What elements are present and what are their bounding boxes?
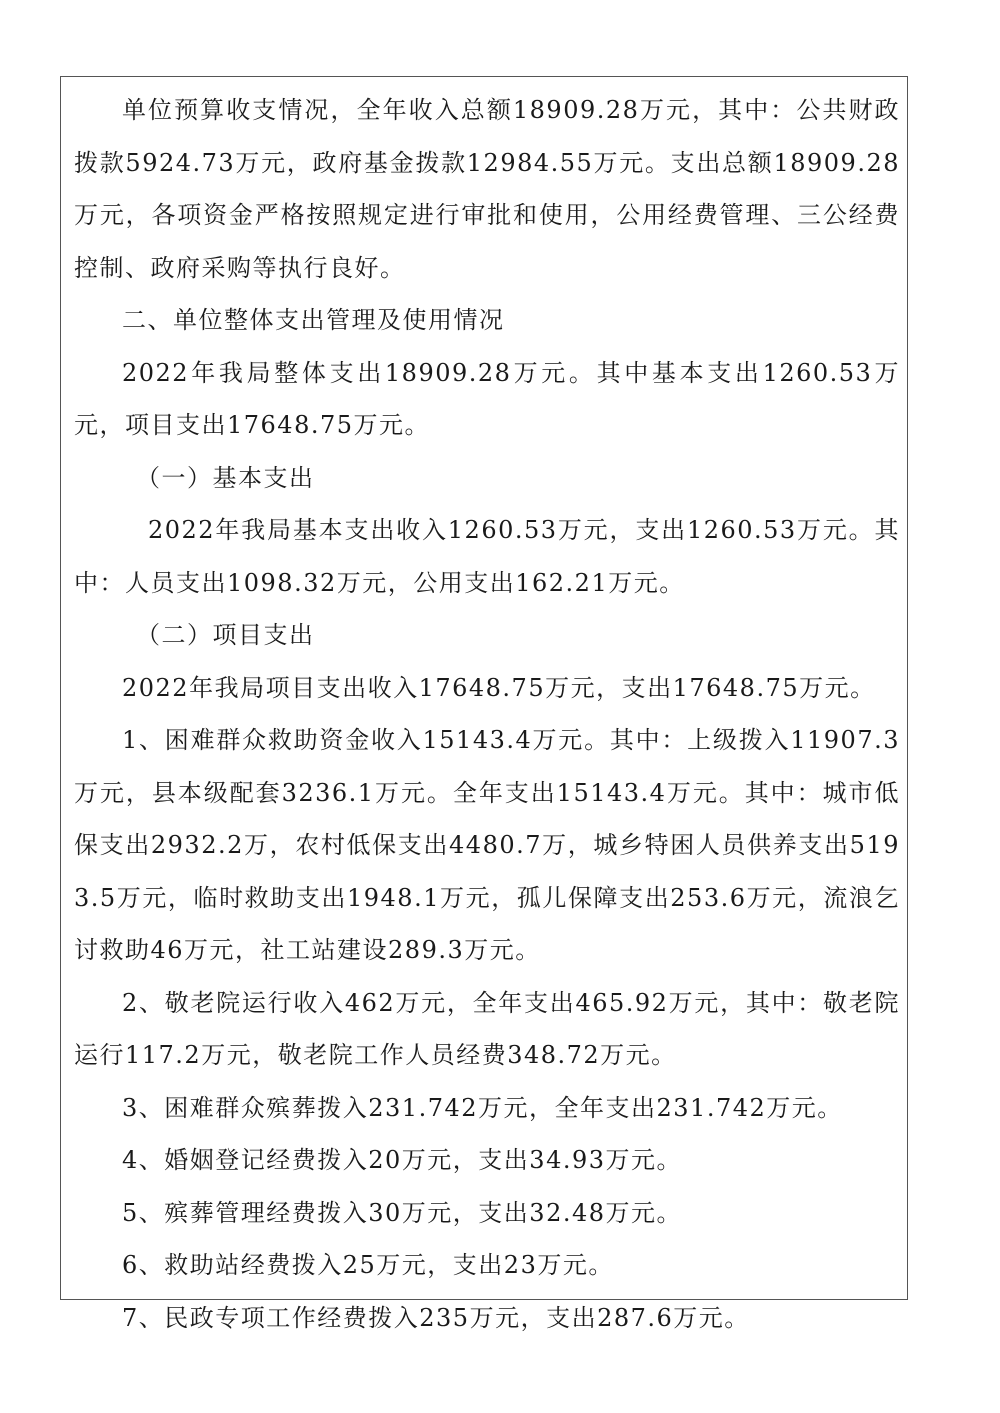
basic-expenditure-paragraph: 2022年我局基本支出收入1260.53万元，支出1260.53万元。其中：人员支出1098.32万元，公用支出162.21万元。 — [74, 516, 900, 597]
document-body — [74, 84, 900, 1344]
list-item-marriage-registration: 4、婚姻登记经费拨入20万元，支出34.93万元。 — [122, 1146, 683, 1174]
section-heading-overall-expenditure: 二、单位整体支出管理及使用情况 — [122, 306, 505, 334]
list-item-relief-funds: 1、困难群众救助资金收入15143.4万元。其中：上级拨入11907.3万元，县本级配套3236.1万元。全年支出15143.4万元。其中：城市低保支出2932.2万，农村低保支出4480.7万，城乡特困人员供养支出5193.5万元，临时救助支出1948.1万元，孤儿保障支出253.6万元，流浪乞讨救助46万元，社工站建设289.3万元。 — [74, 726, 900, 964]
list-item-nursing-home: 2、敬老院运行收入462万元，全年支出465.92万元，其中：敬老院运行117.2万元，敬老院工作人员经费348.72万元。 — [74, 988, 900, 1069]
project-expenditure-paragraph: 2022年我局项目支出收入17648.75万元，支出17648.75万元。 — [122, 673, 876, 702]
subheading-project-expenditure: （二）项目支出 — [136, 621, 315, 649]
list-item-rescue-station: 6、救助站经费拨入25万元，支出23万元。 — [122, 1251, 614, 1279]
list-item-funeral-aid: 3、困难群众殡葬拨入231.742万元，全年支出231.742万元。 — [122, 1093, 843, 1122]
list-item-civil-affairs-special: 7、民政专项工作经费拨入235万元，支出287.6万元。 — [122, 1303, 750, 1332]
overall-expenditure-paragraph: 2022年我局整体支出18909.28万元。其中基本支出1260.53万元，项目支出17648.75万元。 — [74, 358, 900, 439]
list-item-funeral-management: 5、殡葬管理经费拨入30万元，支出32.48万元。 — [122, 1198, 683, 1227]
subheading-basic-expenditure: （一）基本支出 — [136, 463, 315, 492]
budget-summary-paragraph: 单位预算收支情况，全年收入总额18909.28万元，其中：公共财政拨款5924.73万元，政府基金拨款12984.55万元。支出总额18909.28万元，各项资金严格按照规定进行审批和使用，公用经费管理、三公经费控制、政府采购等执行良好。 — [74, 96, 900, 282]
